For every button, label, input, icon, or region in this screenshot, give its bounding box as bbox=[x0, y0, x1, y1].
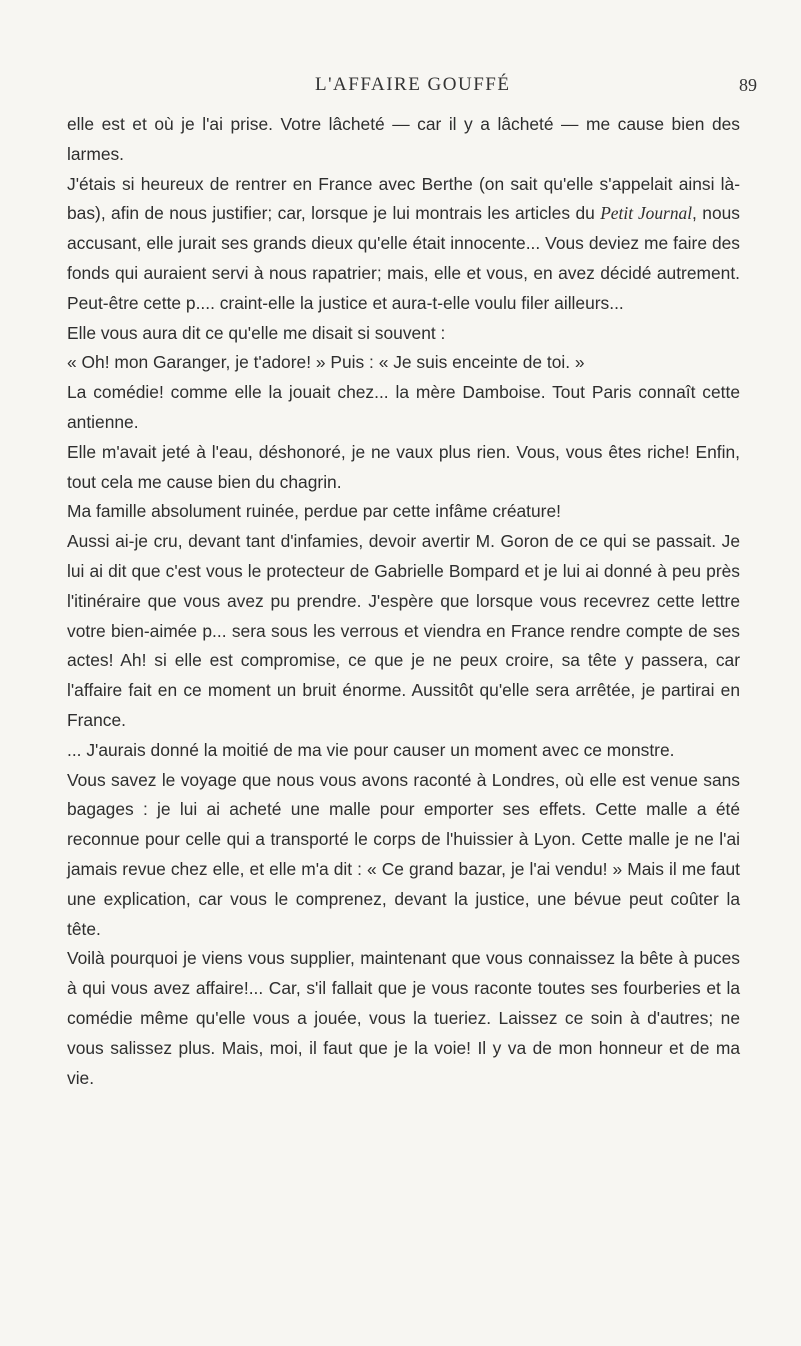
paragraph: Vous savez le voyage que nous vous avons raconté à Londres, où elle est venue sans bagages : je lui ai acheté une malle pour emporter ses effets. Cette malle a été reconnue pour celle qui a transporté le corps de l'huissier à Lyon. Cette malle je ne l'ai jamais revue chez elle, et elle m'a dit : « Ce grand bazar, je l'ai vendu! » Mais il me faut une explication, car vous le comprenez, devant la justice, une bévue peut coûter la tête. bbox=[67, 769, 740, 939]
paragraph: « Oh! mon Garanger, je t'adore! » Puis : « Je suis enceinte de toi. » bbox=[67, 352, 585, 373]
paragraph: Elle m'avait jeté à l'eau, déshonoré, je ne vaux plus rien. Vous, vous êtes riche! Enfin, tout cela me cause bien du chagrin. bbox=[67, 441, 740, 492]
paragraph: Ma famille absolument ruinée, perdue par cette infâme créature! bbox=[67, 501, 561, 522]
paragraph: elle est et où je l'ai prise. Votre lâcheté — car il y a lâcheté — me cause bien des larmes. bbox=[67, 114, 740, 164]
paragraph: ... J'aurais donné la moitié de ma vie pour causer un moment avec ce monstre. bbox=[67, 739, 675, 760]
paragraph: Aussi ai-je cru, devant tant d'infamies, devoir avertir M. Goron de ce qui se passait. Je lui ai dit que c'est vous le protecteur de Gabrielle Bompard et je lui ai donné à peu près l'itinéraire que vous avez pu prendre. J'espère que lorsque vous recevrez cette lettre votre bien-aimée p... sera sous les verrous et viendra en France rendre compte de ses actes! Ah! si elle est compromise, ce que je ne peux croire, sa tête y passera, car l'affaire fait en ce moment un bruit énorme. Aussitôt qu'elle sera arrêtée, je partirai en France. bbox=[67, 531, 740, 730]
paragraph-text-before: J'étais si heureux de rentrer en France avec Berthe (on sait qu'elle s'appelait ainsi là-bas), afin de nous justifier; car, lorsque je lui montrais les articles du bbox=[67, 173, 740, 224]
paragraph: Voilà pourquoi je viens vous supplier, maintenant que vous connaissez la bête à puces à qui vous avez affaire!... Car, s'il fallait que je vous raconte toutes ses fourberies et la comédie même qu'elle vous a jouée, vous la tueriez. Laissez ce soin à d'autres; ne vous salissez plus. Mais, moi, il faut que je la voie! Il y va de mon honneur et de ma vie. bbox=[67, 948, 740, 1088]
page-number: 89 bbox=[739, 75, 757, 95]
paragraph-text-after: , nous accusant, elle jurait ses grands dieux qu'elle était innocente... Vous deviez me faire des fonds qui auraient servi à nous rapatrier; mais, elle et vous, en avez décidé autrement. Peut-être cette p.... craint-elle la justice et aura-t-elle voulu filer ailleurs... bbox=[67, 203, 740, 313]
paragraph: Elle vous aura dit ce qu'elle me disait si souvent : bbox=[67, 322, 446, 343]
journal-title: Petit Journal bbox=[600, 203, 693, 224]
paragraph bbox=[67, 170, 740, 319]
running-header bbox=[0, 74, 801, 104]
paragraph: La comédie! comme elle la jouait chez... la mère Damboise. Tout Paris connaît cette antienne. bbox=[67, 382, 740, 432]
running-title: L'AFFAIRE GOUFFÉ bbox=[315, 74, 511, 95]
body-text bbox=[67, 110, 740, 1093]
